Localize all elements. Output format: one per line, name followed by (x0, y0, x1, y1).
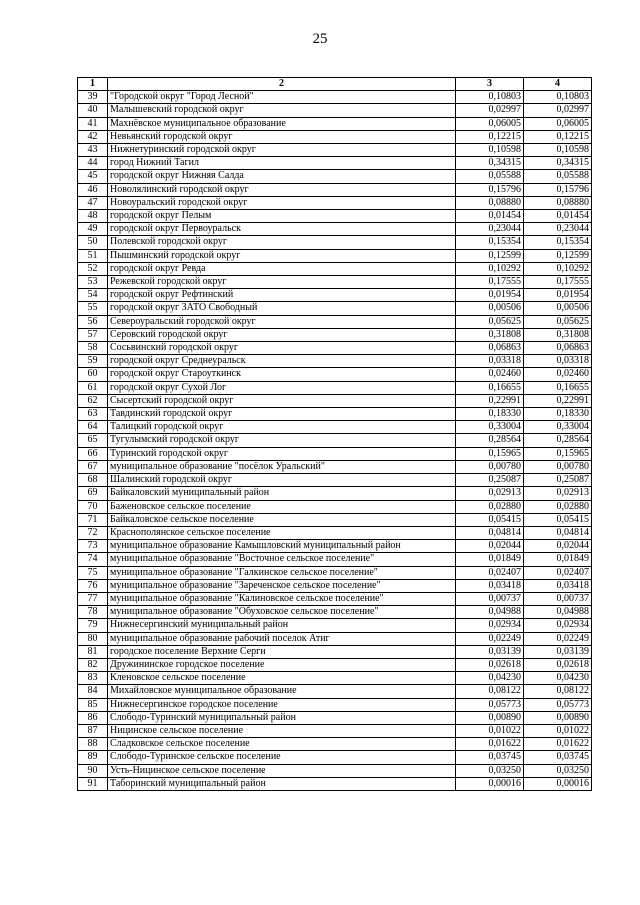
value-col-4: 0,33004 (524, 421, 592, 434)
row-number: 54 (78, 289, 108, 302)
value-col-3: 0,02460 (456, 368, 524, 381)
table-row (78, 289, 592, 302)
row-number: 88 (78, 738, 108, 751)
value-col-4: 0,25087 (524, 474, 592, 487)
value-col-4: 0,10803 (524, 91, 592, 104)
municipality-name: Усть-Ницинское сельское поселение (108, 764, 456, 777)
municipality-name: городской округ Первоуральск (108, 223, 456, 236)
table-row (78, 342, 592, 355)
table-row (78, 249, 592, 262)
row-number: 39 (78, 91, 108, 104)
row-number: 47 (78, 196, 108, 209)
municipality-name: городской округ Среднеуральск (108, 355, 456, 368)
table-row (78, 698, 592, 711)
value-col-4: 0,02618 (524, 658, 592, 671)
municipality-name: Серовский городской округ (108, 328, 456, 341)
table-row (78, 447, 592, 460)
row-number: 83 (78, 672, 108, 685)
value-col-3: 0,08880 (456, 196, 524, 209)
row-number: 46 (78, 183, 108, 196)
value-col-3: 0,22991 (456, 394, 524, 407)
value-col-4: 0,04230 (524, 672, 592, 685)
table-row (78, 170, 592, 183)
value-col-3: 0,15796 (456, 183, 524, 196)
municipality-name: Туринский городской округ (108, 447, 456, 460)
municipality-name: муниципальное образование "Обуховское сельское поселение" (108, 606, 456, 619)
table-row (78, 144, 592, 157)
value-col-3: 0,16655 (456, 381, 524, 394)
value-col-4: 0,02913 (524, 487, 592, 500)
municipality-name: Михайловское муниципальное образование (108, 685, 456, 698)
row-number: 63 (78, 408, 108, 421)
header-col-2: 2 (108, 78, 456, 91)
municipality-name: муниципальное образование "Восточное сельское поселение" (108, 553, 456, 566)
value-col-3: 0,00506 (456, 302, 524, 315)
value-col-3: 0,00780 (456, 460, 524, 473)
value-col-3: 0,12599 (456, 249, 524, 262)
municipality-name: городской округ Сухой Лог (108, 381, 456, 394)
value-col-4: 0,02249 (524, 632, 592, 645)
value-col-4: 0,01849 (524, 553, 592, 566)
row-number: 52 (78, 262, 108, 275)
table-row (78, 394, 592, 407)
value-col-3: 0,31808 (456, 328, 524, 341)
municipality-name: Сладковское сельское поселение (108, 738, 456, 751)
table-row (78, 751, 592, 764)
value-col-3: 0,01622 (456, 738, 524, 751)
value-col-4: 0,02934 (524, 619, 592, 632)
value-col-4: 0,05415 (524, 513, 592, 526)
value-col-4: 0,15354 (524, 236, 592, 249)
municipality-name: Нижнетуринский городской округ (108, 144, 456, 157)
value-col-3: 0,15354 (456, 236, 524, 249)
table-row (78, 434, 592, 447)
table-row (78, 408, 592, 421)
municipality-name: муниципальное образование "Калиновское сельское поселение" (108, 592, 456, 605)
table-row (78, 764, 592, 777)
table-row (78, 315, 592, 328)
table-row (78, 540, 592, 553)
table-row (78, 210, 592, 223)
value-col-3: 0,02913 (456, 487, 524, 500)
value-col-4: 0,22991 (524, 394, 592, 407)
municipality-name: Тавдинский городской округ (108, 408, 456, 421)
value-col-3: 0,06863 (456, 342, 524, 355)
row-number: 78 (78, 606, 108, 619)
header-col-3: 3 (456, 78, 524, 91)
municipality-name: городской округ Нижняя Салда (108, 170, 456, 183)
row-number: 45 (78, 170, 108, 183)
value-col-3: 0,05773 (456, 698, 524, 711)
value-col-3: 0,12215 (456, 130, 524, 143)
table-row (78, 632, 592, 645)
row-number: 82 (78, 658, 108, 671)
value-col-4: 0,05773 (524, 698, 592, 711)
municipality-name: Сосьвинский городской округ (108, 342, 456, 355)
table-row (78, 606, 592, 619)
municipality-name: Шалинский городской округ (108, 474, 456, 487)
value-col-3: 0,34315 (456, 157, 524, 170)
municipality-name: Режевской городской округ (108, 276, 456, 289)
value-col-4: 0,10292 (524, 262, 592, 275)
municipality-name: Тугулымский городской округ (108, 434, 456, 447)
municipality-name: Ницинское сельское поселение (108, 724, 456, 737)
table-row (78, 526, 592, 539)
value-col-4: 0,03318 (524, 355, 592, 368)
municipality-name: Байкаловское сельское поселение (108, 513, 456, 526)
value-col-4: 0,02460 (524, 368, 592, 381)
table-row (78, 513, 592, 526)
row-number: 56 (78, 315, 108, 328)
municipality-name: городской округ Ревда (108, 262, 456, 275)
municipality-name: город Нижний Тагил (108, 157, 456, 170)
value-col-4: 0,05625 (524, 315, 592, 328)
value-col-3: 0,10292 (456, 262, 524, 275)
table-row (78, 223, 592, 236)
row-number: 51 (78, 249, 108, 262)
table-row (78, 276, 592, 289)
row-number: 43 (78, 144, 108, 157)
row-number: 69 (78, 487, 108, 500)
value-col-4: 0,17555 (524, 276, 592, 289)
row-number: 55 (78, 302, 108, 315)
value-col-3: 0,02044 (456, 540, 524, 553)
table-row (78, 236, 592, 249)
value-col-4: 0,08122 (524, 685, 592, 698)
row-number: 50 (78, 236, 108, 249)
table-row (78, 685, 592, 698)
table-row (78, 619, 592, 632)
value-col-4: 0,15965 (524, 447, 592, 460)
row-number: 91 (78, 777, 108, 790)
value-col-3: 0,03250 (456, 764, 524, 777)
municipality-name: Невьянский городской округ (108, 130, 456, 143)
table-row (78, 460, 592, 473)
row-number: 89 (78, 751, 108, 764)
value-col-4: 0,31808 (524, 328, 592, 341)
row-number: 62 (78, 394, 108, 407)
municipality-name: городской округ ЗАТО Свободный (108, 302, 456, 315)
row-number: 79 (78, 619, 108, 632)
municipality-name: городское поселение Верхние Серги (108, 645, 456, 658)
row-number: 84 (78, 685, 108, 698)
municipality-name: Слободо-Туринское сельское поселение (108, 751, 456, 764)
value-col-3: 0,01022 (456, 724, 524, 737)
table-row (78, 579, 592, 592)
value-col-4: 0,15796 (524, 183, 592, 196)
row-number: 68 (78, 474, 108, 487)
data-table (77, 77, 592, 791)
value-col-4: 0,00780 (524, 460, 592, 473)
value-col-3: 0,03745 (456, 751, 524, 764)
table-row (78, 592, 592, 605)
municipality-name: муниципальное образование Камышловский муниципальный район (108, 540, 456, 553)
value-col-3: 0,05625 (456, 315, 524, 328)
row-number: 73 (78, 540, 108, 553)
value-col-4: 0,16655 (524, 381, 592, 394)
row-number: 86 (78, 711, 108, 724)
value-col-4: 0,23044 (524, 223, 592, 236)
table-row (78, 91, 592, 104)
value-col-4: 0,06005 (524, 117, 592, 130)
row-number: 66 (78, 447, 108, 460)
table-row (78, 645, 592, 658)
row-number: 77 (78, 592, 108, 605)
value-col-4: 0,28564 (524, 434, 592, 447)
value-col-4: 0,18330 (524, 408, 592, 421)
value-col-4: 0,10598 (524, 144, 592, 157)
value-col-4: 0,03418 (524, 579, 592, 592)
value-col-3: 0,10598 (456, 144, 524, 157)
value-col-4: 0,03745 (524, 751, 592, 764)
value-col-3: 0,02249 (456, 632, 524, 645)
row-number: 64 (78, 421, 108, 434)
table-row (78, 738, 592, 751)
value-col-4: 0,00890 (524, 711, 592, 724)
value-col-3: 0,01454 (456, 210, 524, 223)
municipality-name: Краснополянское сельское поселение (108, 526, 456, 539)
row-number: 75 (78, 566, 108, 579)
value-col-3: 0,01954 (456, 289, 524, 302)
value-col-3: 0,02934 (456, 619, 524, 632)
value-col-4: 0,05588 (524, 170, 592, 183)
municipality-name: Сысертский городской округ (108, 394, 456, 407)
value-col-3: 0,08122 (456, 685, 524, 698)
table-row (78, 566, 592, 579)
value-col-4: 0,00737 (524, 592, 592, 605)
municipality-name: городской округ Пелым (108, 210, 456, 223)
municipality-name: Новоуральский городской округ (108, 196, 456, 209)
value-col-4: 0,12215 (524, 130, 592, 143)
row-number: 74 (78, 553, 108, 566)
row-number: 44 (78, 157, 108, 170)
row-number: 40 (78, 104, 108, 117)
value-col-3: 0,02880 (456, 500, 524, 513)
value-col-3: 0,04230 (456, 672, 524, 685)
value-col-4: 0,02407 (524, 566, 592, 579)
value-col-3: 0,02618 (456, 658, 524, 671)
value-col-3: 0,10803 (456, 91, 524, 104)
value-col-3: 0,03418 (456, 579, 524, 592)
row-number: 42 (78, 130, 108, 143)
value-col-4: 0,04988 (524, 606, 592, 619)
table-row (78, 658, 592, 671)
municipality-name: муниципальное образование "Зареченское сельское поселение" (108, 579, 456, 592)
value-col-3: 0,28564 (456, 434, 524, 447)
value-col-3: 0,03318 (456, 355, 524, 368)
municipality-name: Талицкий городской округ (108, 421, 456, 434)
municipality-name: Пышминский городской округ (108, 249, 456, 262)
value-col-3: 0,00890 (456, 711, 524, 724)
table-body (78, 91, 592, 791)
row-number: 49 (78, 223, 108, 236)
table-row (78, 487, 592, 500)
value-col-3: 0,23044 (456, 223, 524, 236)
table-row (78, 553, 592, 566)
table-row (78, 381, 592, 394)
value-col-4: 0,12599 (524, 249, 592, 262)
value-col-3: 0,04988 (456, 606, 524, 619)
municipality-name: Таборинский муниципальный район (108, 777, 456, 790)
row-number: 57 (78, 328, 108, 341)
value-col-3: 0,03139 (456, 645, 524, 658)
row-number: 67 (78, 460, 108, 473)
value-col-3: 0,04814 (456, 526, 524, 539)
row-number: 41 (78, 117, 108, 130)
table-row (78, 421, 592, 434)
value-col-4: 0,34315 (524, 157, 592, 170)
municipality-name: Баженовское сельское поселение (108, 500, 456, 513)
table-row (78, 711, 592, 724)
value-col-3: 0,02407 (456, 566, 524, 579)
row-number: 80 (78, 632, 108, 645)
table-row (78, 777, 592, 790)
row-number: 59 (78, 355, 108, 368)
value-col-4: 0,08880 (524, 196, 592, 209)
municipality-name: городской округ Рефтинский (108, 289, 456, 302)
row-number: 58 (78, 342, 108, 355)
row-number: 85 (78, 698, 108, 711)
value-col-3: 0,00016 (456, 777, 524, 790)
municipality-name: Нижнесергинское городское поселение (108, 698, 456, 711)
value-col-4: 0,00016 (524, 777, 592, 790)
table-row (78, 183, 592, 196)
table-row (78, 196, 592, 209)
value-col-3: 0,25087 (456, 474, 524, 487)
row-number: 65 (78, 434, 108, 447)
table-row (78, 328, 592, 341)
table-row (78, 500, 592, 513)
value-col-4: 0,02880 (524, 500, 592, 513)
municipality-name: Байкаловский муниципальный район (108, 487, 456, 500)
municipality-name: Махнёвское муниципальное образование (108, 117, 456, 130)
table-row (78, 724, 592, 737)
table-row (78, 368, 592, 381)
value-col-4: 0,01454 (524, 210, 592, 223)
municipality-name: городской округ Староуткинск (108, 368, 456, 381)
value-col-4: 0,01622 (524, 738, 592, 751)
municipality-name: Малышевский городской округ (108, 104, 456, 117)
municipality-name: Полевской городской округ (108, 236, 456, 249)
row-number: 70 (78, 500, 108, 513)
value-col-3: 0,00737 (456, 592, 524, 605)
municipality-name: Кленовское сельское поселение (108, 672, 456, 685)
municipality-name: Слободо-Туринский муниципальный район (108, 711, 456, 724)
table-row (78, 117, 592, 130)
table-row (78, 262, 592, 275)
value-col-3: 0,15965 (456, 447, 524, 460)
row-number: 48 (78, 210, 108, 223)
table-row (78, 157, 592, 170)
municipality-name: Дружининское городское поселение (108, 658, 456, 671)
value-col-4: 0,00506 (524, 302, 592, 315)
table-row (78, 302, 592, 315)
row-number: 72 (78, 526, 108, 539)
value-col-3: 0,18330 (456, 408, 524, 421)
value-col-3: 0,06005 (456, 117, 524, 130)
municipality-name: "Городской округ "Город Лесной" (108, 91, 456, 104)
value-col-4: 0,01954 (524, 289, 592, 302)
table-row (78, 474, 592, 487)
value-col-3: 0,05588 (456, 170, 524, 183)
row-number: 61 (78, 381, 108, 394)
row-number: 53 (78, 276, 108, 289)
row-number: 87 (78, 724, 108, 737)
table-row (78, 672, 592, 685)
table-row (78, 130, 592, 143)
municipality-name: Новолялинский городской округ (108, 183, 456, 196)
table-row (78, 355, 592, 368)
row-number: 60 (78, 368, 108, 381)
row-number: 71 (78, 513, 108, 526)
value-col-3: 0,33004 (456, 421, 524, 434)
value-col-4: 0,06863 (524, 342, 592, 355)
header-col-1: 1 (78, 78, 108, 91)
municipality-name: муниципальное образование "Галкинское сельское поселение" (108, 566, 456, 579)
row-number: 76 (78, 579, 108, 592)
value-col-3: 0,02997 (456, 104, 524, 117)
header-row (78, 78, 592, 91)
municipality-name: Нижнесергинский муниципальный район (108, 619, 456, 632)
value-col-4: 0,04814 (524, 526, 592, 539)
header-col-4: 4 (524, 78, 592, 91)
municipality-name: муниципальное образование "посёлок Уральский" (108, 460, 456, 473)
row-number: 90 (78, 764, 108, 777)
value-col-4: 0,03139 (524, 645, 592, 658)
municipality-name: Североуральский городской округ (108, 315, 456, 328)
value-col-3: 0,05415 (456, 513, 524, 526)
value-col-4: 0,01022 (524, 724, 592, 737)
municipality-name: муниципальное образование рабочий поселок Атиг (108, 632, 456, 645)
value-col-4: 0,02044 (524, 540, 592, 553)
table-row (78, 104, 592, 117)
value-col-3: 0,01849 (456, 553, 524, 566)
value-col-3: 0,17555 (456, 276, 524, 289)
row-number: 81 (78, 645, 108, 658)
page-number: 25 (312, 31, 328, 47)
value-col-4: 0,02997 (524, 104, 592, 117)
value-col-4: 0,03250 (524, 764, 592, 777)
